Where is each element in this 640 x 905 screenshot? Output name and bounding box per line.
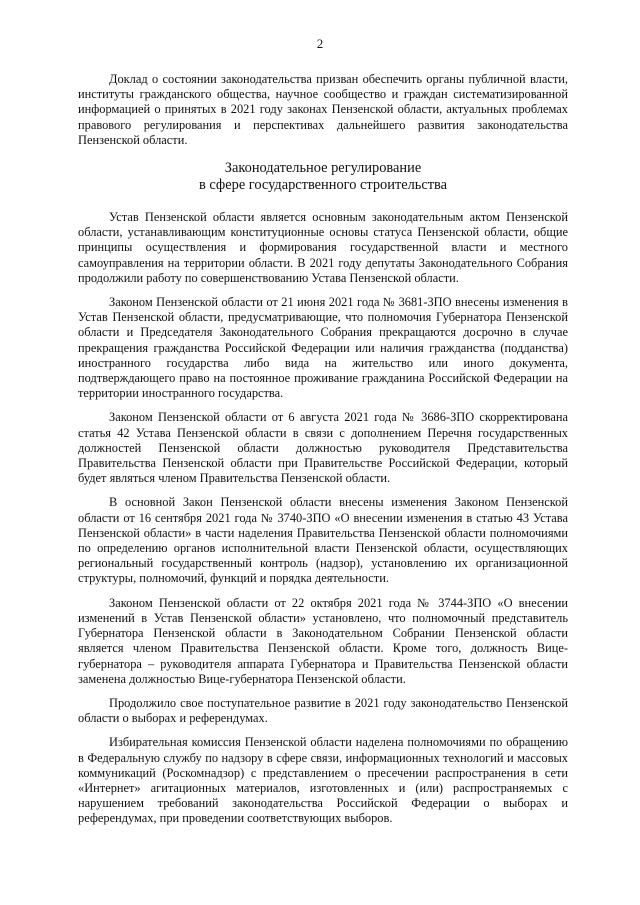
paragraph-charter: Устав Пензенской области является основным законодательным актом Пензенской области, устанавливающим конституционные основы статуса Пензенской области, общие принципы осуществления и формирования государственной власти и местного самоуправления на территории области. В 2021 году депутаты Законодательного Собрания продолжили работу по совершенствованию Устава Пензенской области. (78, 210, 568, 285)
section-heading (78, 160, 568, 194)
paragraph-election-commission: Избирательная комиссия Пензенской области наделена полномочиями по обращению в Федеральную службу по надзору в сфере связи, информационных технологий и массовых коммуникаций (Роскомнадзор) с представлением о пресечении распространения в сети «Интернет» агитационных материалов, изготовленных и (или) распространяемых с нарушением требований законодательства Российской Федерации о выборах и референдумах, при проведении соответствующих выборов. (78, 735, 568, 826)
paragraph-law-3744: Законом Пензенской области от 22 октября 2021 года № 3744-ЗПО «О внесении изменений в Устав Пензенской области» установлено, что полномочный представитель Губернатора Пензенской области в Законодательном Собрании Пензенской области является членом Правительства Пензенской области. Кроме того, должность Вице-губернатора – руководителя аппарата Губернатора и Правительства Пензенской области заменена должностью Вице-губернатора Пензенской области. (78, 595, 568, 686)
page-number: 2 (316, 36, 324, 51)
paragraph-law-3740: В основной Закон Пензенской области внесены изменения Законом Пензенской области от 16 сентября 2021 года № 3740-ЗПО «О внесении изменения в статью 43 Устава Пензенской области» в части наделения Правительства Пензенской области полномочиями по определению органов исполнительной власти Пензенской области, осуществляющих региональный государственный контроль (надзор), установлению их организационной структуры, полномочий, функций и порядка деятельности. (78, 495, 568, 586)
paragraph-law-3686: Законом Пензенской области от 6 августа 2021 года № 3686-ЗПО скорректирована статья 42 Устава Пензенской области в связи с дополнением Перечня государственных должностей Пензенской области должностью руководителя Представительства Правительства Пензенской области при Правительстве Российской Федерации, который будет являться членом Правительства Пензенской области. (78, 410, 568, 486)
document-body (78, 72, 568, 836)
paragraph-law-3681: Законом Пензенской области от 21 июня 2021 года № 3681-ЗПО внесены изменения в Устав Пензенской области, предусматривающие, что полномочия Губернатора Пензенской области и Председателя Законодательного Собрания прекращаются досрочно в случае прекращения гражданства Российской Федерации или наличия гражданства (подданства) иностранного государства либо вида на жительство или иного документа, подтверждающего право на постоянное проживание гражданина Российской Федерации на территории иностранного государства. (78, 295, 568, 401)
intro-paragraph: Доклад о состоянии законодательства призван обеспечить органы публичной власти, институты гражданского общества, научное сообщество и граждан систематизированной информацией о принятых в 2021 году законах Пензенской области, актуальных проблемах правового регулирования и перспективах дальнейшего развития законодательства Пензенской области. (78, 72, 568, 147)
paragraph-elections: Продолжило свое поступательное развитие в 2021 году законодательство Пензенской области о выборах и референдумах. (78, 695, 568, 726)
section-heading-line-1: Законодательное регулирование (224, 160, 422, 177)
section-heading-line-2: в сфере государственного строительства (198, 177, 448, 194)
